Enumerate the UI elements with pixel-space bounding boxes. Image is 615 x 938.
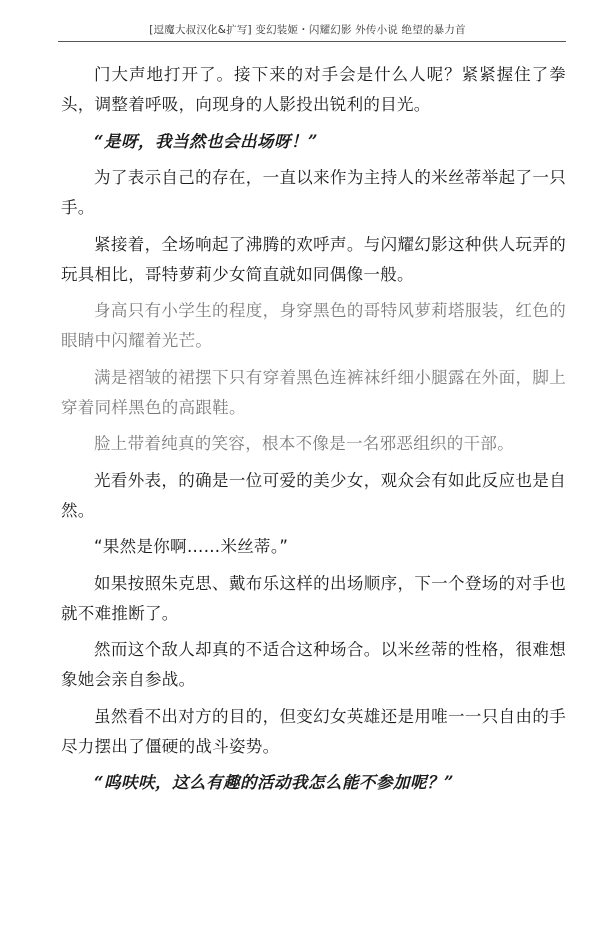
running-header: [逗魔大叔汉化&扩写] 变幻装姬・闪耀幻影 外传小说 绝望的暴力首 [149,24,466,36]
paragraph: 光看外表，的确是一位可爱的美少女，观众会有如此反应也是自然。 [61,470,566,520]
paragraph: 然而这个敌人却真的不适合这种场合。以米丝蒂的性格，很难想象她会亲自参战。 [61,640,566,689]
paragraph: 紧接着，全场响起了沸腾的欢呼声。与闪耀幻影这种供人玩弄的玩具相比，哥特萝莉少女简直就如同偶像一般。 [61,234,566,284]
paragraph: 脸上带着纯真的笑容，根本不像是一名邪恶组织的干部。 [94,434,514,453]
paragraph: “是呀，我当然也会出场呀！” [94,131,318,151]
page-body [61,60,566,805]
paragraph: 门大声地打开了。接下来的对手会是什么人呢？紧紧握住了拳头，调整着呼吸，向现身的人影投出锐利的目光。 [61,65,566,114]
paragraph: 身高只有小学生的程度，身穿黑色的哥特风萝莉塔服装，红色的眼睛中闪耀着光芒。 [61,301,566,350]
paragraph: 满是褶皱的裙摆下只有穿着黑色连裤袜纤细小腿露在外面，脚上穿着同样黑色的高跟鞋。 [61,367,566,417]
paragraph: “果然是你啊……米丝蒂。” [94,537,289,556]
paragraph: 虽然看不出对方的目的，但变幻女英雄还是用唯一一只自由的手尽力摆出了僵硬的战斗姿势。 [61,706,566,756]
paragraph: “呜呋呋，这么有趣的活动我怎么能不参加呢？” [94,773,454,792]
paragraph: 如果按照朱克思、戴布乐这样的出场顺序，下一个登场的对手也就不难推断了。 [61,573,566,623]
paragraph: 为了表示自己的存在，一直以来作为主持人的米丝蒂举起了一只手。 [61,168,566,217]
header-divider [58,41,566,42]
